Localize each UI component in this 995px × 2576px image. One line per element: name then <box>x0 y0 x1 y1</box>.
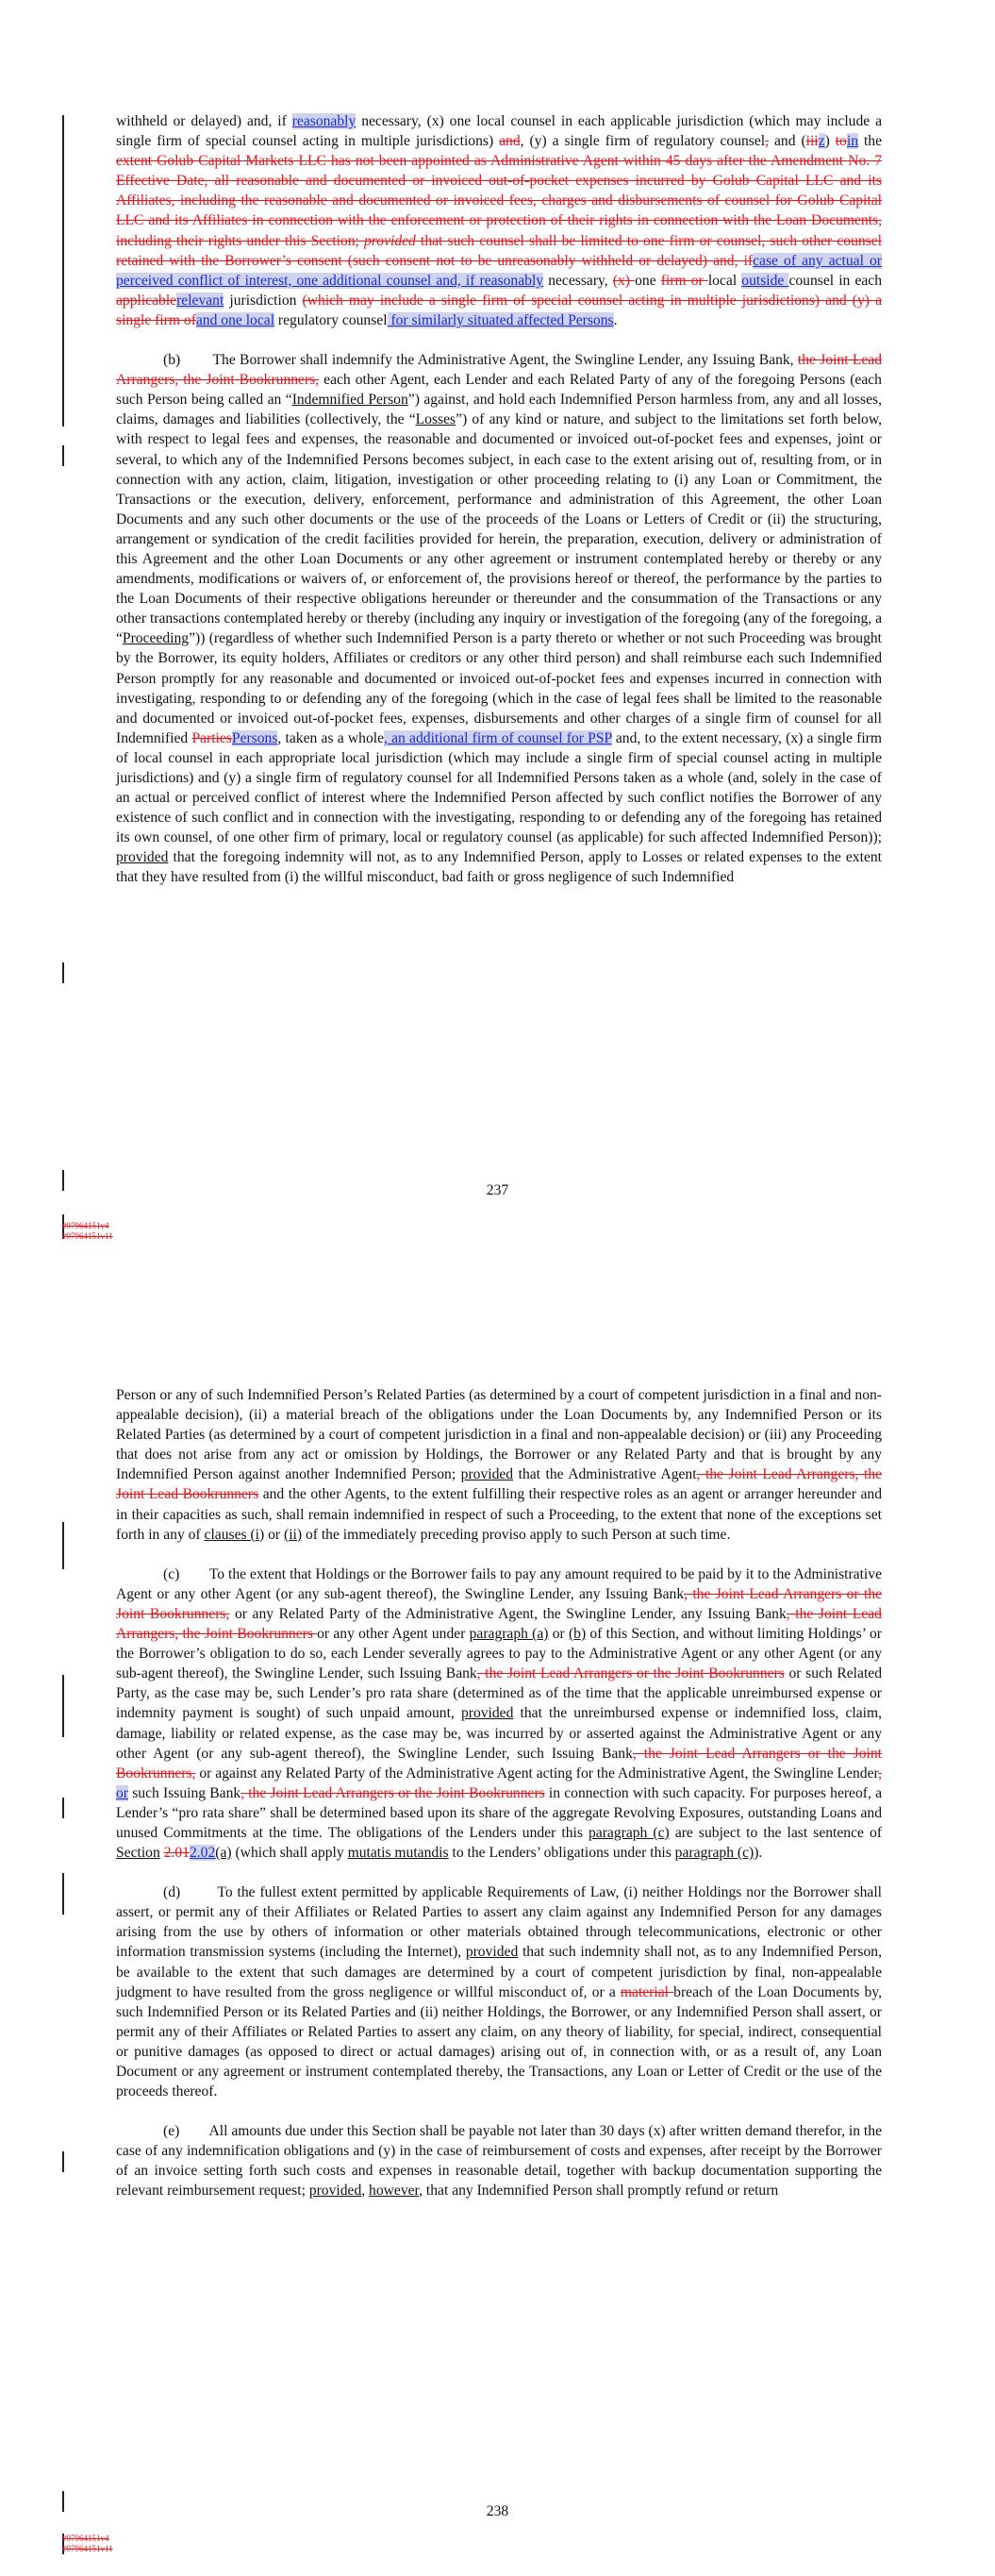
change-bar <box>62 1522 64 1569</box>
inserted-text: z <box>818 133 825 150</box>
body-text: that such indemnity shall not, as to any Indemnified Person, be available to the extent that such damages are determined by a court of competent jurisdiction by final, non-appealable judgment to have resulted from the gross negligence or willful misconduct of, or a <box>116 1944 882 2000</box>
deleted-text: , the Joint Lead Arrangers, the Joint Lead Bookrunners <box>116 1466 882 1503</box>
deleted-text: 2.01 <box>163 1845 190 1862</box>
paragraph-b <box>116 350 882 888</box>
doc-id-footer: #97964151v4 #97964151v11 <box>62 1221 113 1241</box>
paragraph-c <box>116 1564 882 1863</box>
defined-term: (ii) <box>284 1526 303 1543</box>
body-text: Person or any of such Indemnified Person’s Related Parties (as determined by a court of competent jurisdiction in a final and non-appealable decision), (ii) a material breach of the obligations under the Loan Documents by, any Indemnified Person or its Related Parties (as determined by a court of competent jurisdiction in a final and non-appealable decision) or (iii) any Proceeding that does not arise from any act or omission by Holdings, the Borrower or any Related Party and that is brought by any Indemnified Person against another Indemnified Person; <box>116 1387 882 1483</box>
deleted-text: , the Joint Lead Arrangers or the Joint Bookrunners, <box>116 1585 882 1622</box>
defined-term: mutatis mutandis <box>347 1845 449 1862</box>
body-text: breach of the Loan Documents by, such Indemnified Person or its Related Parties and (ii) neither Holdings, the Borrower, or any Indemnified Person shall assert, or permit any of their Affiliates or Related Parties to assert any claim, on any theory of liability, for special, indirect, consequential or punitive damages (as opposed to direct or actual damages) arising out of, in connection with, or as a result of, any Loan Document or any agreement or instrument contemplated thereby, the Transactions, any Loan or Letter of Credit or the use of the proceeds thereof. <box>116 1983 883 2100</box>
body-text: of the immediately preceding proviso apply to such Person at such time. <box>302 1526 731 1543</box>
defined-term: provided <box>460 1466 514 1483</box>
inserted-text: relevant <box>176 292 224 309</box>
deleted-text: , the Joint Lead Arrangers or the Joint Bookrunners <box>476 1665 785 1682</box>
body-text: regulatory counsel <box>274 311 388 328</box>
deleted-text: , <box>878 1765 882 1781</box>
change-bar <box>62 962 64 983</box>
body-text: , <box>361 2183 370 2200</box>
deleted-text: (which may include a single firm of special counsel acting in multiple jurisdictions) and (y) a single firm of <box>116 292 882 328</box>
body-text: local <box>707 272 742 289</box>
body-text: each other Agent, each Lender and each Related Party of any of the foregoing Persons (each such Person being called an “ <box>116 372 882 409</box>
defined-term: provided <box>116 849 169 866</box>
body-text: such Issuing Bank <box>128 1784 241 1801</box>
body-text: of this Section, and without limiting Holdings’ or the Borrower’s obligation to do so, each Lender severally agrees to pay to the Administrative Agent or any other Agent (or any sub-agent thereof), the Swingline Lender, such Issuing Bank <box>116 1626 882 1682</box>
body-text: or <box>548 1626 569 1643</box>
body-text: and ( <box>769 133 806 150</box>
inserted-text: in <box>846 133 858 150</box>
body-text: and, to the extent necessary, (x) a single firm of local counsel in each appropriate local jurisdiction (which may include a single firm of special counsel acting in multiple jurisdictions) and (y) a single firm of regulatory counsel for all Indemnified Persons taken as a whole (and, solely in the case of an actual or perceived conflict of interest where the Indemnified Person affected by such conflict notifies the Borrower of any existence of such conflict and in connection with the investigating, responding to or defending any of the foregoing has retained its own counsel, of one other firm of primary, local or regulatory counsel (as applicable) for such affected Indemnified Person)); <box>116 729 883 846</box>
inserted-text: Persons <box>231 729 278 746</box>
body-text: are subject to the last sentence of <box>669 1824 883 1841</box>
deleted-text: firm or <box>660 272 708 289</box>
defined-term: clauses (i) <box>204 1526 265 1543</box>
defined-term: Proceeding <box>122 630 190 647</box>
body-text: (e) All amounts due under this Section shall be payable not later than 30 days (x) after written demand therefor, in the case of any indemnification obligations and (y) in the case of reimbursement of costs and expenses, after receipt by the Borrower of an invoice setting forth such costs and expenses in reasonable detail, together with backup documentation supporting the relevant reimbursement request; <box>116 2123 882 2200</box>
deleted-text: , <box>765 133 770 150</box>
deleted-text: that such counsel shall be limited to one firm or counsel, such other counsel retained with the Borrower’s consent (such consent not to be unreasonably withheld or delayed) and, if <box>116 232 882 269</box>
paragraph-b-continuation <box>116 1385 882 1545</box>
body-text: that the foregoing indemnity will not, as to any Indemnified Person, apply to Losses or related expenses to the extent that they have resulted from (i) the willful misconduct, bad faith or gross negligence of such Indemnified <box>116 849 882 886</box>
body-text: the <box>858 133 883 150</box>
body-text: in connection with such capacity. For purposes hereof, a Lender’s “pro rata share” shall be determined based upon its share of the aggregate Revolving Exposures, outstanding Loans and unused Commitments at the time. The obligations of the Lenders under this <box>116 1784 882 1841</box>
body-text: or any Related Party of the Administrative Agent, the Swingline Lender, any Issuing Bank <box>229 1605 787 1622</box>
body-text: , that any Indemnified Person shall promptly refund or return <box>419 2183 779 2200</box>
body-text: and the other Agents, to the extent fulfilling their respective roles as an agent or arranger hereunder and in their capacities as such, shall remain indemnified in respect of such a Proceeding, to the extent that none of the exceptions set forth in any of <box>116 1486 882 1543</box>
body-text: one <box>635 272 661 289</box>
change-bar <box>62 115 64 427</box>
body-text: ). <box>754 1845 763 1862</box>
change-bar <box>62 445 64 466</box>
body-text: . <box>613 311 618 328</box>
body-text: or any other Agent under <box>317 1626 470 1643</box>
body-text: ) <box>824 133 836 150</box>
deleted-text: iii <box>805 133 819 150</box>
deleted-text: applicable <box>116 292 177 309</box>
body-text: , (y) a single firm of regulatory counsel <box>520 133 766 150</box>
page-number: 237 <box>486 1182 509 1198</box>
defined-term: paragraph (a) <box>469 1626 549 1643</box>
inserted-text: outside <box>741 272 789 289</box>
inserted-text: for similarly situated affected Persons <box>387 311 614 328</box>
body-text: , taken as a whole <box>277 729 384 746</box>
paragraph-d <box>116 1882 882 2101</box>
defined-term: provided <box>465 1944 519 1961</box>
page-body <box>116 111 882 908</box>
page-body <box>116 1385 882 2221</box>
deleted-text: provided <box>363 232 416 249</box>
document-page-238 <box>0 1288 995 2576</box>
body-text: that the unreimbursed expense or indemnified loss, claim, damage, liability or related expense, as the case may be, was incurred by or asserted against the Administrative Agent or any other Agent (or any sub-agent thereof), the Swingline Lender, such Issuing Bank <box>116 1705 882 1762</box>
deleted-text: and <box>499 133 521 150</box>
body-text: jurisdiction <box>224 292 303 309</box>
defined-term: however <box>369 2183 420 2200</box>
deleted-text: Parties <box>191 729 232 746</box>
body-text: counsel in each <box>788 272 883 289</box>
defined-term: Indemnified Person <box>291 392 408 409</box>
body-text: or <box>264 1526 284 1543</box>
inserted-text: reasonably <box>291 113 357 129</box>
body-text: (c) To the extent that Holdings or the Borrower fails to pay any amount required to be paid by it to the Administrative Agent or any other Agent (or any sub-agent thereof), the Swingline Lender, any Issuing Bank <box>116 1565 882 1602</box>
paragraph-a-continuation <box>116 111 882 330</box>
deleted-text: , the Joint Lead Arrangers, the Joint Bookrunners <box>116 1605 882 1643</box>
inserted-text: and one local <box>195 311 275 328</box>
inserted-text: 2.02 <box>189 1845 216 1862</box>
body-text: (d) To the fullest extent permitted by applicable Requirements of Law, (i) neither Holdings nor the Borrower shall assert, or permit any of their Affiliates or Related Parties to assert any claim against any Indemnified Person for any damages arising from the use by others of information or other materials obtained through telecommunications, electronic or other information transmission systems (including the Internet), <box>116 1884 882 1961</box>
defined-term: Losses <box>415 411 456 428</box>
change-bar <box>62 1873 64 1915</box>
body-text: ”) against, and hold each Indemnified Person harmless from, any and all losses, claims, damages and liabilities (collectively, the “ <box>116 392 882 428</box>
body-text: or such Related Party, as the case may be, such Lender’s pro rata share (determined as of the time that the applicable unreimbursed expense or indemnity payment is sought) of such unpaid amount, <box>116 1665 882 1722</box>
change-bar <box>62 1675 64 1737</box>
body-text: necessary, (x) one local counsel in each applicable jurisdiction (which may include a single firm of special counsel acting in multiple jurisdictions) <box>116 113 883 150</box>
body-text: withheld or delayed) and, if <box>116 113 292 129</box>
change-bar <box>62 1798 64 1818</box>
inserted-text: case of any actual or perceived conflict of interest, one additional counsel and, if reasonably <box>116 252 882 289</box>
change-bar <box>62 2151 64 2172</box>
body-text: necessary, <box>543 272 613 289</box>
body-text: ”)) (regardless of whether such Indemnified Person is a party thereto or whether or not such Proceeding was brought by the Borrower, its equity holders, Affiliates or creditors or any other third person) and shall reimburse each such Indemnified Person promptly for any reasonable and documented or invoiced out-of-pocket fees and expenses incurred in connection with investigating, responding to or defending any of the foregoing (which in the case of legal fees shall be limited to the reasonable and documented or invoiced out-of-pocket fees, expenses, disbursements and other charges of a single firm of counsel for all Indemnified <box>116 630 882 746</box>
deleted-text: extent Golub Capital Markets LLC has not been appointed as Administrative Agent within 45 days after the Amendment No. 7 Effective Date, all reasonable and documented or invoiced out-of-pocket expenses incurred by Golub Capital LLC and its Affiliates, including the reasonable and documented or invoiced fees, charges and disbursements of counsel for Golub Capital LLC and its Affiliates in connection with the enforcement or protection of their rights in connection with the Loan Documents, including their rights under this Section; <box>116 153 882 249</box>
defined-term: Section <box>116 1845 160 1862</box>
doc-id-footer: #97964151v4 #97964151v11 <box>62 2534 113 2553</box>
deleted-text: the Joint Lead Arrangers, the Joint Bookrunners, <box>116 352 882 389</box>
deleted-text: material <box>620 1983 674 2000</box>
defined-term: (a) <box>215 1845 232 1862</box>
body-text: (which shall apply <box>231 1845 348 1862</box>
inserted-text: or <box>116 1784 128 1801</box>
defined-term: provided <box>308 2183 362 2200</box>
defined-term: provided <box>460 1705 514 1722</box>
defined-term: (b) <box>568 1626 587 1643</box>
body-text: (b) The Borrower shall indemnify the Administrative Agent, the Swingline Lender, any Issuing Bank, <box>163 352 798 369</box>
deleted-text: (x) <box>612 272 636 289</box>
body-text: or against any Related Party of the Administrative Agent acting for the Administrative Agent, the Swingline Lender <box>195 1765 879 1781</box>
defined-term: paragraph (c) <box>589 1824 670 1841</box>
page-number: 238 <box>486 2503 509 2519</box>
defined-term: paragraph (c) <box>674 1845 755 1862</box>
deleted-text: , the Joint Lead Arrangers or the Joint Bookrunners <box>240 1784 545 1801</box>
body-text: to the Lenders’ obligations under this <box>448 1845 675 1862</box>
deleted-text: , the Joint Lead Arrangers or the Joint Bookrunners, <box>116 1745 882 1781</box>
deleted-text: to <box>835 133 847 150</box>
paragraph-e <box>116 2121 882 2200</box>
body-text: that the Administrative Agent <box>513 1466 697 1483</box>
inserted-text: , an additional firm of counsel for PSP <box>384 729 612 746</box>
body-text: ”) of any kind or nature, and subject to the limitations set forth below, with respect to legal fees and expenses, the reasonable and documented or invoiced out-of-pocket fees and expenses, joint or several, to which any of the Indemnified Persons becomes subject, in each case to the extent arising out of, resulting from, or in connection with any action, claim, litigation, investigation or other proceeding relating to (i) any Loan or Commitment, the Transactions or the execution, delivery, enforcement, performance and administration of this Agreement, the other Loan Documents and any such other documents or the use of the proceeds of the Loans or Letters of Credit or (ii) the structuring, arrangement or syndication of the credit facilities provided for herein, the preparation, execution, delivery or administration of this Agreement and the other Loan Documents or any other agreement or instrument contemplated hereby or thereby or any amendments, modifications or waivers of, or enforcement of, the provisions hereof or thereof, the performance by the parties to the Loan Documents of their respective obligations hereunder or thereunder and the consummation of the Transactions or any other transactions contemplated hereby or thereby (including any inquiry or investigation of the foregoing (any of the foregoing, a “ <box>116 411 882 647</box>
